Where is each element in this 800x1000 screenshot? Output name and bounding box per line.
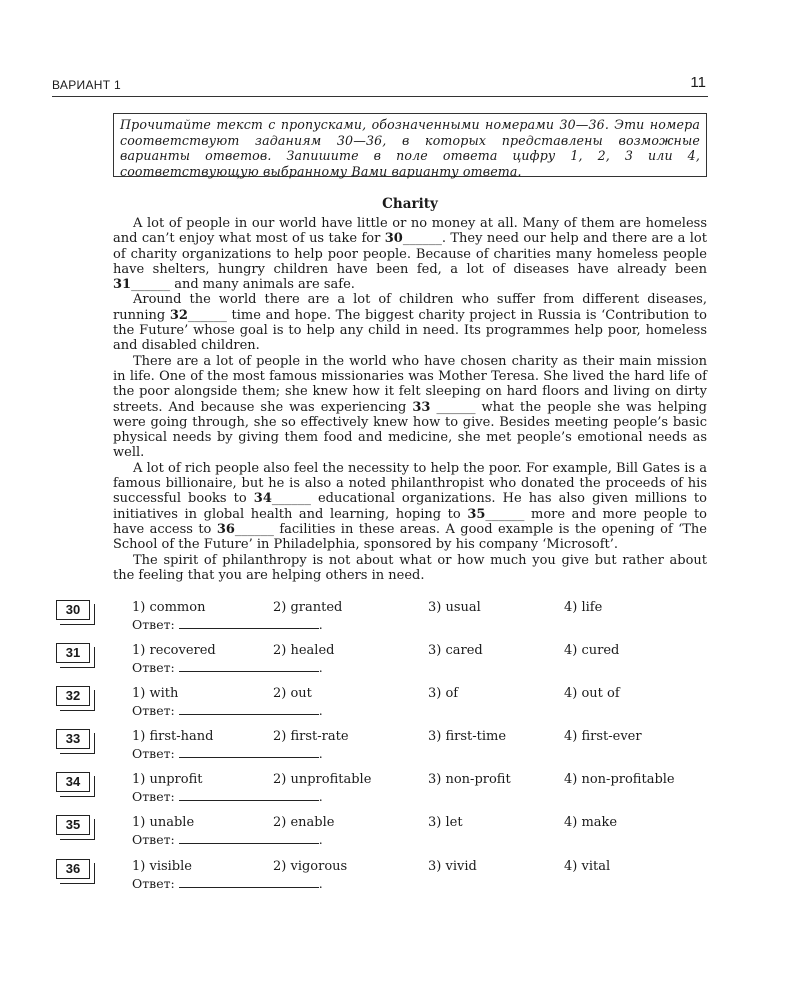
answer-row: Ответ: . <box>132 789 323 804</box>
option-1: 1) visible <box>132 859 192 874</box>
option-3: 3) first-time <box>428 729 507 744</box>
question-35 <box>56 815 716 855</box>
option-1: 1) first-hand <box>132 729 214 744</box>
option-3: 3) cared <box>428 643 483 658</box>
gap-number: 32 <box>169 307 188 323</box>
question-34 <box>56 772 716 812</box>
instruction-box: Прочитайте текст с пропусками, обозначенными номерами 30—36. Эти номера соответствуют заданиям 30—36, в которых представлены возможные варианты ответов. Запишите в поле ответа цифру 1, 2, 3 или 4, соответствующую выбранному Вами варианту ответа. <box>113 113 707 177</box>
option-4: 4) first-ever <box>564 729 642 744</box>
question-number: 36 <box>56 859 90 879</box>
answer-row: Ответ: . <box>132 703 323 718</box>
article-text <box>113 216 707 583</box>
gap-number: 36 <box>216 521 235 537</box>
question-number: 33 <box>56 729 90 749</box>
option-4: 4) make <box>564 815 618 830</box>
option-3: 3) of <box>428 686 459 701</box>
option-2: 2) vigorous <box>273 859 348 874</box>
option-1: 1) recovered <box>132 643 216 658</box>
answer-field[interactable] <box>179 832 319 844</box>
variant-label: ВАРИАНТ 1 <box>52 78 121 92</box>
option-2: 2) first-rate <box>273 729 349 744</box>
option-4: 4) out of <box>564 686 620 701</box>
answer-row: Ответ: . <box>132 660 323 675</box>
question-number: 32 <box>56 686 90 706</box>
gap-number: 34 <box>253 491 272 507</box>
option-2: 2) granted <box>273 600 343 615</box>
paragraph: The spirit of philanthropy is not about what or how much you give but rather about the feeling that you are helping others in need. <box>113 552 707 583</box>
option-1: 1) unable <box>132 815 195 830</box>
paragraph: Around the world there are a lot of children who suffer from different diseases, running 32______ time and hope. The biggest charity project in Russia is ‘Contribution to the Future’ whose goal is to help any child in need. Its programmes help poor, homeless and disabled children. <box>113 292 707 354</box>
page-number: 11 <box>690 74 706 91</box>
answer-row: Ответ: . <box>132 876 323 891</box>
question-33 <box>56 729 716 769</box>
paragraph: A lot of rich people also feel the necessity to help the poor. For example, Bill Gates is a famous billionaire, but he is also a noted philanthropist who donated the proceeds of his successful books to 34______ educational organizations. He has also given millions to initiatives in global health and learning, hoping to 35______ more and more people to have access to 36______ facilities in these areas. A good example is the opening of ‘The School of the Future’ in Philadelphia, sponsored by his company ‘Microsoft’. <box>113 460 707 553</box>
option-3: 3) usual <box>428 600 481 615</box>
question-32 <box>56 686 716 726</box>
question-number: 30 <box>56 600 90 620</box>
answer-row: Ответ: . <box>132 746 323 761</box>
option-1: 1) with <box>132 686 179 701</box>
paragraph: There are a lot of people in the world who have chosen charity as their main mission in life. One of the most famous missionaries was Mother Teresa. She lived the hard life of the poor alongside them; she knew how it felt sleeping on hard floors and living on dirty streets. And because she was experiencing 33 ______ what the people she was helping were going through, she so effectively knew how to give. Besides meeting people’s basic physical needs by giving them food and medicine, she met people’s emotional needs as well. <box>113 353 707 461</box>
option-4: 4) vital <box>564 859 611 874</box>
paragraph: A lot of people in our world have little or no money at all. Many of them are homeless and can’t enjoy what most of us take for 30______. They need our help and there are a lot of charity organizations to help poor people. Because of charities many homeless people have shelters, hungry children have been fed, a lot of diseases have already been 31______ and many animals are safe. <box>113 216 707 293</box>
option-1: 1) unprofit <box>132 772 203 787</box>
question-30 <box>56 600 716 640</box>
gap-number: 35 <box>467 506 486 522</box>
option-4: 4) life <box>564 600 603 615</box>
gap-number: 33 <box>412 399 431 415</box>
answer-field[interactable] <box>179 703 319 715</box>
answer-field[interactable] <box>179 876 319 888</box>
answer-field[interactable] <box>179 746 319 758</box>
option-3: 3) non-profit <box>428 772 511 787</box>
gap-number: 30 <box>384 231 403 247</box>
option-1: 1) common <box>132 600 206 615</box>
option-2: 2) healed <box>273 643 335 658</box>
question-number: 34 <box>56 772 90 792</box>
question-36 <box>56 859 716 899</box>
article-title: Charity <box>382 196 438 212</box>
option-4: 4) cured <box>564 643 620 658</box>
answer-field[interactable] <box>179 660 319 672</box>
answer-field[interactable] <box>179 617 319 629</box>
option-4: 4) non-profitable <box>564 772 675 787</box>
option-3: 3) let <box>428 815 463 830</box>
answer-row: Ответ: . <box>132 832 323 847</box>
option-3: 3) vivid <box>428 859 477 874</box>
option-2: 2) unprofitable <box>273 772 372 787</box>
question-number: 35 <box>56 815 90 835</box>
gap-number: 31 <box>113 277 132 293</box>
answer-row: Ответ: . <box>132 617 323 632</box>
question-31 <box>56 643 716 683</box>
question-number: 31 <box>56 643 90 663</box>
option-2: 2) enable <box>273 815 335 830</box>
page-header <box>52 74 708 97</box>
option-2: 2) out <box>273 686 312 701</box>
answer-field[interactable] <box>179 789 319 801</box>
